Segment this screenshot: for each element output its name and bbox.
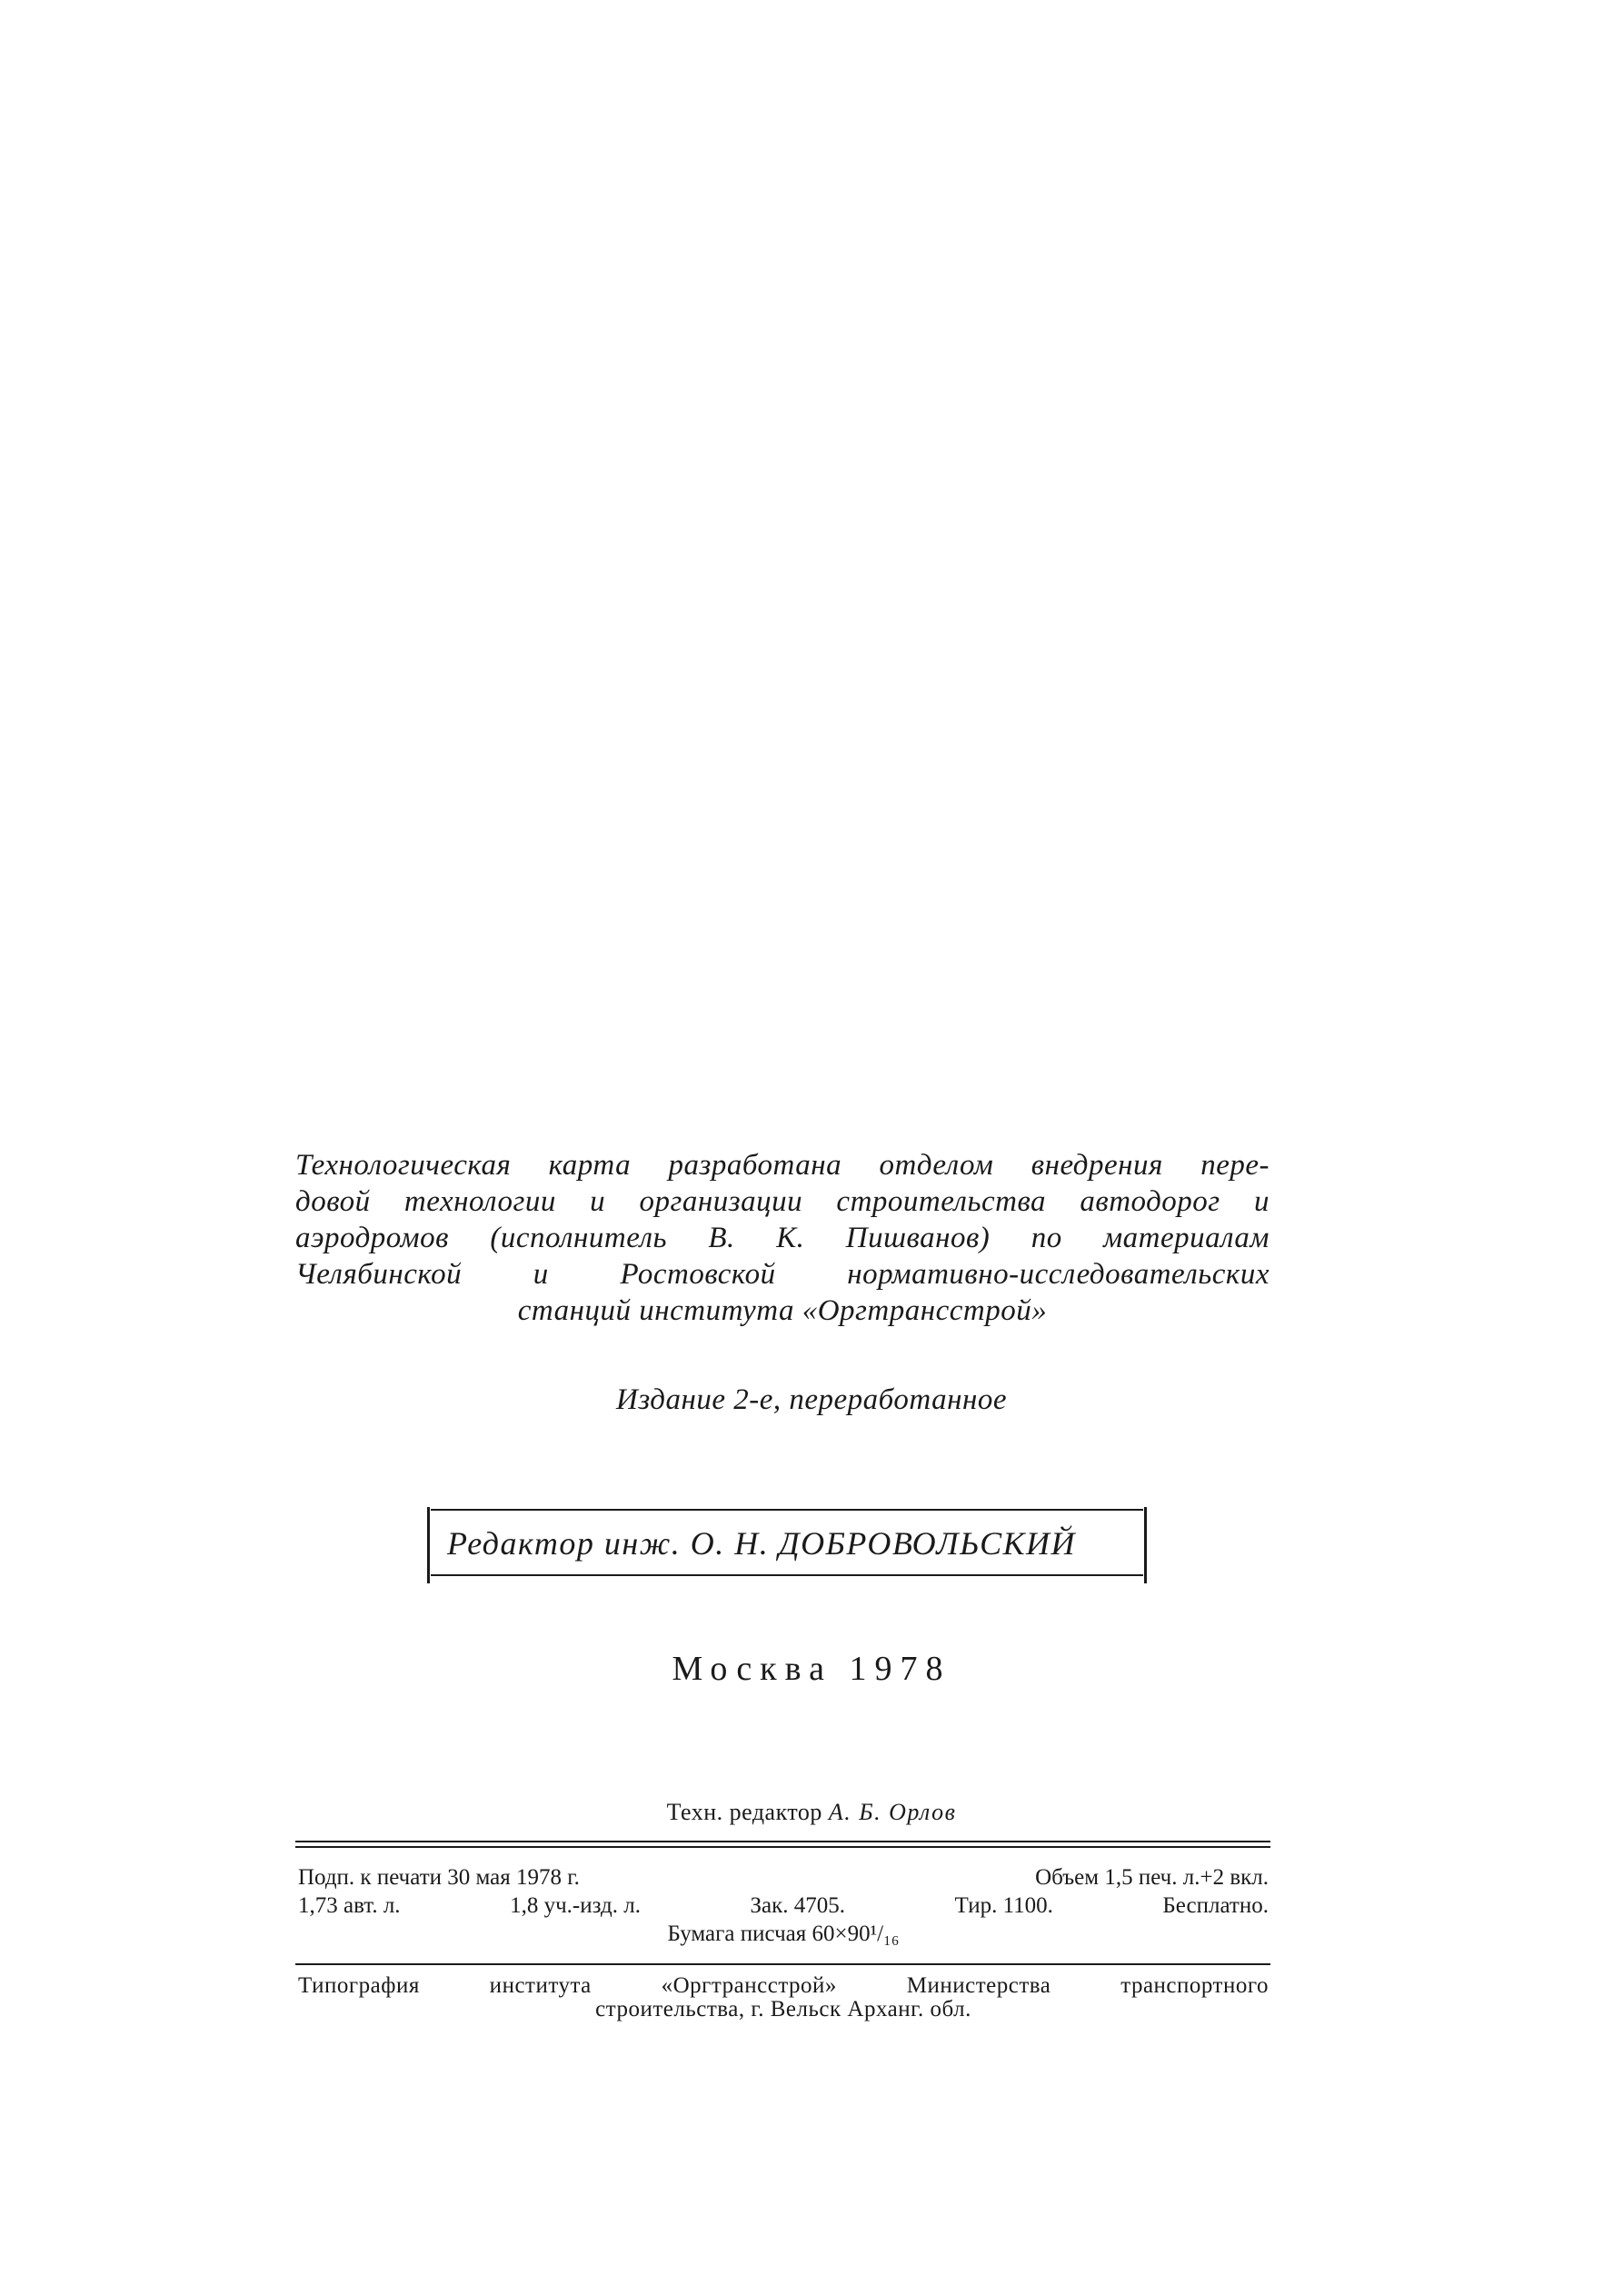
editor-box <box>427 1507 1147 1580</box>
printer-line: строительства, г. Вельск Арханг. обл. <box>595 1997 971 2021</box>
annotation-block <box>295 1147 1270 1329</box>
annotation-line: Технологическая карта разработана отделом внедрения пере- <box>295 1149 1270 1182</box>
tech-editor-name: А. Б. Орлов <box>828 1799 957 1825</box>
paper-format: Бумага писчая 60×90¹/₁₆ <box>667 1922 900 1946</box>
colophon-bottom-rule <box>295 1963 1270 1965</box>
box-right-bar <box>1144 1507 1147 1583</box>
volume: Объем 1,5 печ. л.+2 вкл. <box>1035 1865 1269 1890</box>
colophon-top-rule <box>295 1841 1270 1842</box>
colophon-block <box>298 1863 1269 1948</box>
annotation-line: аэродромов (исполнитель В. К. Пишванов) по материалам <box>295 1222 1270 1254</box>
colophon-row <box>298 1920 1269 1948</box>
box-left-bar <box>427 1507 430 1583</box>
printer-info <box>298 1974 1269 2021</box>
signed-for-print: Подп. к печати 30 мая 1978 г. <box>298 1865 580 1890</box>
editor-credit: Редактор инж. О. Н. ДОБРОВОЛЬСКИЙ <box>447 1525 1077 1562</box>
order-number: Зак. 4705. <box>750 1893 846 1918</box>
colophon-row <box>298 1863 1269 1892</box>
colophon-row <box>298 1892 1269 1920</box>
annotation-line: довой технологии и организации строительства автодорог и <box>295 1185 1270 1218</box>
box-top-rule <box>431 1509 1143 1511</box>
colophon-top-rule-second <box>295 1846 1270 1848</box>
city-year: Москва 1978 <box>672 1650 951 1688</box>
printer-line: Типография института «Оргтрансстрой» Министерства транспортного <box>298 1973 1269 1998</box>
box-bottom-rule <box>431 1574 1143 1576</box>
author-sheets: 1,73 авт. л. <box>298 1893 401 1918</box>
print-run: Тир. 1100. <box>954 1893 1053 1918</box>
tech-editor-credit <box>0 1798 1623 1827</box>
annotation-line: станций института «Оргтрансстрой» <box>517 1294 1048 1327</box>
tech-editor-label: Техн. редактор <box>666 1799 822 1825</box>
annotation-line: Челябинской и Ростовской нормативно-исследовательских <box>295 1258 1270 1291</box>
publisher-sheets: 1,8 уч.-изд. л. <box>510 1893 641 1918</box>
price: Бесплатно. <box>1162 1893 1269 1918</box>
edition-note: Издание 2-е, переработанное <box>616 1383 1007 1416</box>
